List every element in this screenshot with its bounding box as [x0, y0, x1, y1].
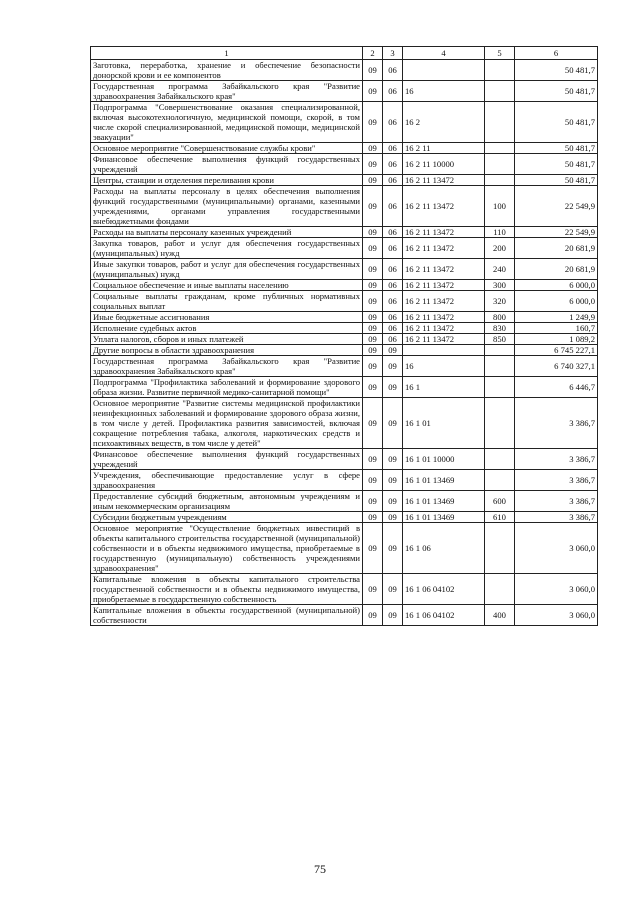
row-amount-cell: 50 481,7 [515, 175, 598, 186]
row-name-cell: Финансовое обеспечение выполнения функций государственных учреждений [91, 154, 363, 175]
row-amount-cell: 6 000,0 [515, 291, 598, 312]
row-target-article-cell: 16 2 [403, 102, 485, 143]
row-amount-cell: 6 740 327,1 [515, 356, 598, 377]
row-section-cell: 09 [363, 605, 383, 626]
row-name-cell: Финансовое обеспечение выполнения функций государственных учреждений [91, 449, 363, 470]
table-row [91, 449, 598, 470]
row-section-cell: 09 [363, 227, 383, 238]
row-expense-type-cell: 600 [485, 491, 515, 512]
row-target-article-cell: 16 1 06 [403, 523, 485, 574]
row-name-cell: Основное мероприятие "Осуществление бюджетных инвестиций в объекты капитального строительства государственной (муниципальной) собственности и в объекты недвижимого имущества, приобретаемые в государственную (муниципальную) собственность учреждениями здравоохранения" [91, 523, 363, 574]
row-amount-cell: 50 481,7 [515, 154, 598, 175]
row-target-article-cell: 16 2 11 [403, 143, 485, 154]
row-expense-type-cell: 800 [485, 312, 515, 323]
table-row [91, 280, 598, 291]
row-section-cell: 09 [363, 143, 383, 154]
column-number: 4 [403, 47, 485, 60]
row-name-cell: Уплата налогов, сборов и иных платежей [91, 334, 363, 345]
row-subsection-cell: 09 [383, 345, 403, 356]
row-section-cell: 09 [363, 334, 383, 345]
row-name-cell: Заготовка, переработка, хранение и обеспечение безопасности донорской крови и ее компонентов [91, 60, 363, 81]
row-target-article-cell [403, 345, 485, 356]
row-amount-cell: 3 386,7 [515, 449, 598, 470]
row-section-cell: 09 [363, 491, 383, 512]
row-subsection-cell: 09 [383, 574, 403, 605]
row-amount-cell: 160,7 [515, 323, 598, 334]
row-name-cell: Капитальные вложения в объекты государственной (муниципальной) собственности [91, 605, 363, 626]
row-subsection-cell: 06 [383, 227, 403, 238]
row-target-article-cell: 16 2 11 13472 [403, 334, 485, 345]
row-expense-type-cell [485, 356, 515, 377]
table-row [91, 143, 598, 154]
row-amount-cell: 1 249,9 [515, 312, 598, 323]
row-section-cell: 09 [363, 312, 383, 323]
table-row [91, 323, 598, 334]
row-name-cell: Центры, станции и отделения переливания крови [91, 175, 363, 186]
row-amount-cell: 3 386,7 [515, 491, 598, 512]
row-section-cell: 09 [363, 154, 383, 175]
row-target-article-cell: 16 1 01 13469 [403, 470, 485, 491]
row-target-article-cell: 16 [403, 81, 485, 102]
row-section-cell: 09 [363, 323, 383, 334]
row-name-cell: Подпрограмма "Совершенствование оказания специализированной, включая высокотехнологичную, медицинской помощи, скорой, в том числе скорой специализированной, медицинской помощи, медицинской эвакуации" [91, 102, 363, 143]
row-amount-cell: 50 481,7 [515, 81, 598, 102]
table-row [91, 334, 598, 345]
row-name-cell: Исполнение судебных актов [91, 323, 363, 334]
row-name-cell: Подпрограмма "Профилактика заболеваний и формирование здорового образа жизни. Развитие первичной медико-санитарной помощи" [91, 377, 363, 398]
table-row [91, 291, 598, 312]
row-amount-cell: 22 549,9 [515, 186, 598, 227]
row-section-cell: 09 [363, 186, 383, 227]
row-expense-type-cell: 400 [485, 605, 515, 626]
row-target-article-cell: 16 1 01 [403, 398, 485, 449]
row-name-cell: Иные закупки товаров, работ и услуг для обеспечения государственных (муниципальных) нужд [91, 259, 363, 280]
table-row [91, 523, 598, 574]
row-subsection-cell: 09 [383, 512, 403, 523]
row-name-cell: Социальное обеспечение и иные выплаты населению [91, 280, 363, 291]
row-amount-cell: 50 481,7 [515, 143, 598, 154]
row-expense-type-cell: 110 [485, 227, 515, 238]
table-row [91, 102, 598, 143]
table-row [91, 60, 598, 81]
column-number: 1 [91, 47, 363, 60]
row-target-article-cell: 16 2 11 13472 [403, 312, 485, 323]
row-subsection-cell: 09 [383, 356, 403, 377]
row-amount-cell: 3 060,0 [515, 574, 598, 605]
table-row [91, 398, 598, 449]
table-row [91, 574, 598, 605]
column-number: 6 [515, 47, 598, 60]
row-expense-type-cell: 320 [485, 291, 515, 312]
row-expense-type-cell [485, 154, 515, 175]
column-number: 2 [363, 47, 383, 60]
row-subsection-cell: 06 [383, 312, 403, 323]
row-name-cell: Закупка товаров, работ и услуг для обеспечения государственных (муниципальных) нужд [91, 238, 363, 259]
table-row [91, 377, 598, 398]
column-number-row [91, 47, 598, 60]
row-section-cell: 09 [363, 280, 383, 291]
row-amount-cell: 50 481,7 [515, 102, 598, 143]
row-expense-type-cell [485, 345, 515, 356]
row-name-cell: Расходы на выплаты персоналу в целях обеспечения выполнения функций государственными (муниципальными) органами, казенными учреждениями, органами управления государственными внебюджетными фондами [91, 186, 363, 227]
row-expense-type-cell [485, 449, 515, 470]
table-row [91, 259, 598, 280]
column-number: 5 [485, 47, 515, 60]
row-section-cell: 09 [363, 81, 383, 102]
row-subsection-cell: 06 [383, 291, 403, 312]
table-row [91, 227, 598, 238]
row-target-article-cell: 16 2 11 13472 [403, 186, 485, 227]
row-section-cell: 09 [363, 512, 383, 523]
row-target-article-cell: 16 2 11 13472 [403, 291, 485, 312]
row-name-cell: Учреждения, обеспечивающие предоставление услуг в сфере здравоохранения [91, 470, 363, 491]
table-row [91, 154, 598, 175]
row-subsection-cell: 09 [383, 491, 403, 512]
row-target-article-cell: 16 1 06 04102 [403, 574, 485, 605]
row-subsection-cell: 09 [383, 398, 403, 449]
row-name-cell: Основное мероприятие "Совершенствование службы крови" [91, 143, 363, 154]
row-target-article-cell: 16 2 11 13472 [403, 259, 485, 280]
row-name-cell: Государственная программа Забайкальского края "Развитие здравоохранения Забайкальского края" [91, 81, 363, 102]
row-amount-cell: 3 386,7 [515, 398, 598, 449]
row-target-article-cell: 16 2 11 13472 [403, 280, 485, 291]
row-amount-cell: 50 481,7 [515, 60, 598, 81]
table-row [91, 186, 598, 227]
table-row [91, 175, 598, 186]
row-name-cell: Другие вопросы в области здравоохранения [91, 345, 363, 356]
row-target-article-cell: 16 2 11 10000 [403, 154, 485, 175]
column-number: 3 [383, 47, 403, 60]
row-name-cell: Расходы на выплаты персоналу казенных учреждений [91, 227, 363, 238]
row-subsection-cell: 06 [383, 259, 403, 280]
row-section-cell: 09 [363, 356, 383, 377]
row-amount-cell: 6 446,7 [515, 377, 598, 398]
row-expense-type-cell: 100 [485, 186, 515, 227]
row-target-article-cell: 16 2 11 13472 [403, 323, 485, 334]
row-name-cell: Социальные выплаты гражданам, кроме публичных нормативных социальных выплат [91, 291, 363, 312]
budget-page [90, 46, 597, 626]
row-section-cell: 09 [363, 345, 383, 356]
row-section-cell: 09 [363, 238, 383, 259]
row-section-cell: 09 [363, 259, 383, 280]
row-expense-type-cell [485, 81, 515, 102]
row-name-cell: Капитальные вложения в объекты капитального строительства государственной собственности и в объекты недвижимого имущества, приобретаемые в государственную собственность [91, 574, 363, 605]
row-amount-cell: 20 681,9 [515, 259, 598, 280]
row-expense-type-cell [485, 175, 515, 186]
row-section-cell: 09 [363, 449, 383, 470]
row-subsection-cell: 09 [383, 470, 403, 491]
row-target-article-cell: 16 1 06 04102 [403, 605, 485, 626]
row-amount-cell: 6 745 227,1 [515, 345, 598, 356]
row-subsection-cell: 06 [383, 186, 403, 227]
row-amount-cell: 3 386,7 [515, 470, 598, 491]
row-subsection-cell: 09 [383, 523, 403, 574]
table-row [91, 605, 598, 626]
row-expense-type-cell [485, 377, 515, 398]
row-amount-cell: 3 060,0 [515, 523, 598, 574]
row-name-cell: Государственная программа Забайкальского края "Развитие здравоохранения Забайкальского края" [91, 356, 363, 377]
row-subsection-cell: 06 [383, 154, 403, 175]
row-subsection-cell: 06 [383, 280, 403, 291]
row-expense-type-cell [485, 470, 515, 491]
row-subsection-cell: 06 [383, 238, 403, 259]
row-target-article-cell: 16 1 [403, 377, 485, 398]
row-subsection-cell: 06 [383, 102, 403, 143]
row-subsection-cell: 06 [383, 323, 403, 334]
row-expense-type-cell: 610 [485, 512, 515, 523]
row-section-cell: 09 [363, 470, 383, 491]
row-expense-type-cell: 200 [485, 238, 515, 259]
row-expense-type-cell: 830 [485, 323, 515, 334]
table-row [91, 470, 598, 491]
row-expense-type-cell: 300 [485, 280, 515, 291]
page-number: 75 [314, 862, 326, 876]
table-row [91, 356, 598, 377]
row-expense-type-cell [485, 574, 515, 605]
row-subsection-cell: 06 [383, 334, 403, 345]
row-expense-type-cell [485, 523, 515, 574]
row-target-article-cell: 16 1 01 13469 [403, 512, 485, 523]
row-expense-type-cell: 240 [485, 259, 515, 280]
row-amount-cell: 6 000,0 [515, 280, 598, 291]
table-row [91, 345, 598, 356]
row-amount-cell: 3 060,0 [515, 605, 598, 626]
row-amount-cell: 1 089,2 [515, 334, 598, 345]
row-name-cell: Иные бюджетные ассигнования [91, 312, 363, 323]
table-row [91, 491, 598, 512]
row-subsection-cell: 06 [383, 143, 403, 154]
row-target-article-cell: 16 1 01 10000 [403, 449, 485, 470]
row-expense-type-cell: 850 [485, 334, 515, 345]
row-section-cell: 09 [363, 523, 383, 574]
row-amount-cell: 3 386,7 [515, 512, 598, 523]
row-section-cell: 09 [363, 291, 383, 312]
budget-table-body [91, 47, 598, 626]
table-row [91, 81, 598, 102]
row-section-cell: 09 [363, 377, 383, 398]
row-expense-type-cell [485, 143, 515, 154]
row-subsection-cell: 09 [383, 377, 403, 398]
row-section-cell: 09 [363, 102, 383, 143]
row-target-article-cell: 16 2 11 13472 [403, 175, 485, 186]
row-section-cell: 09 [363, 175, 383, 186]
row-name-cell: Субсидии бюджетным учреждениям [91, 512, 363, 523]
row-target-article-cell: 16 1 01 13469 [403, 491, 485, 512]
row-amount-cell: 22 549,9 [515, 227, 598, 238]
row-name-cell: Предоставление субсидий бюджетным, автономным учреждениям и иным некоммерческим организациям [91, 491, 363, 512]
budget-table [90, 46, 598, 626]
table-row [91, 512, 598, 523]
row-target-article-cell: 16 2 11 13472 [403, 227, 485, 238]
row-subsection-cell: 06 [383, 60, 403, 81]
row-section-cell: 09 [363, 398, 383, 449]
row-expense-type-cell [485, 102, 515, 143]
row-subsection-cell: 09 [383, 449, 403, 470]
row-section-cell: 09 [363, 574, 383, 605]
row-amount-cell: 20 681,9 [515, 238, 598, 259]
table-row [91, 238, 598, 259]
row-target-article-cell: 16 2 11 13472 [403, 238, 485, 259]
row-name-cell: Основное мероприятие "Развитие системы медицинской профилактики неинфекционных заболеваний и формирование здорового образа жизни, в том числе у детей. Профилактика развития зависимостей, включая сокращение потребления табака, алкоголя, наркотических средств и психоактивных веществ, в том числе у детей" [91, 398, 363, 449]
row-subsection-cell: 09 [383, 605, 403, 626]
table-row [91, 312, 598, 323]
row-subsection-cell: 06 [383, 81, 403, 102]
row-target-article-cell: 16 [403, 356, 485, 377]
row-expense-type-cell [485, 398, 515, 449]
row-subsection-cell: 06 [383, 175, 403, 186]
row-section-cell: 09 [363, 60, 383, 81]
row-expense-type-cell [485, 60, 515, 81]
row-target-article-cell [403, 60, 485, 81]
